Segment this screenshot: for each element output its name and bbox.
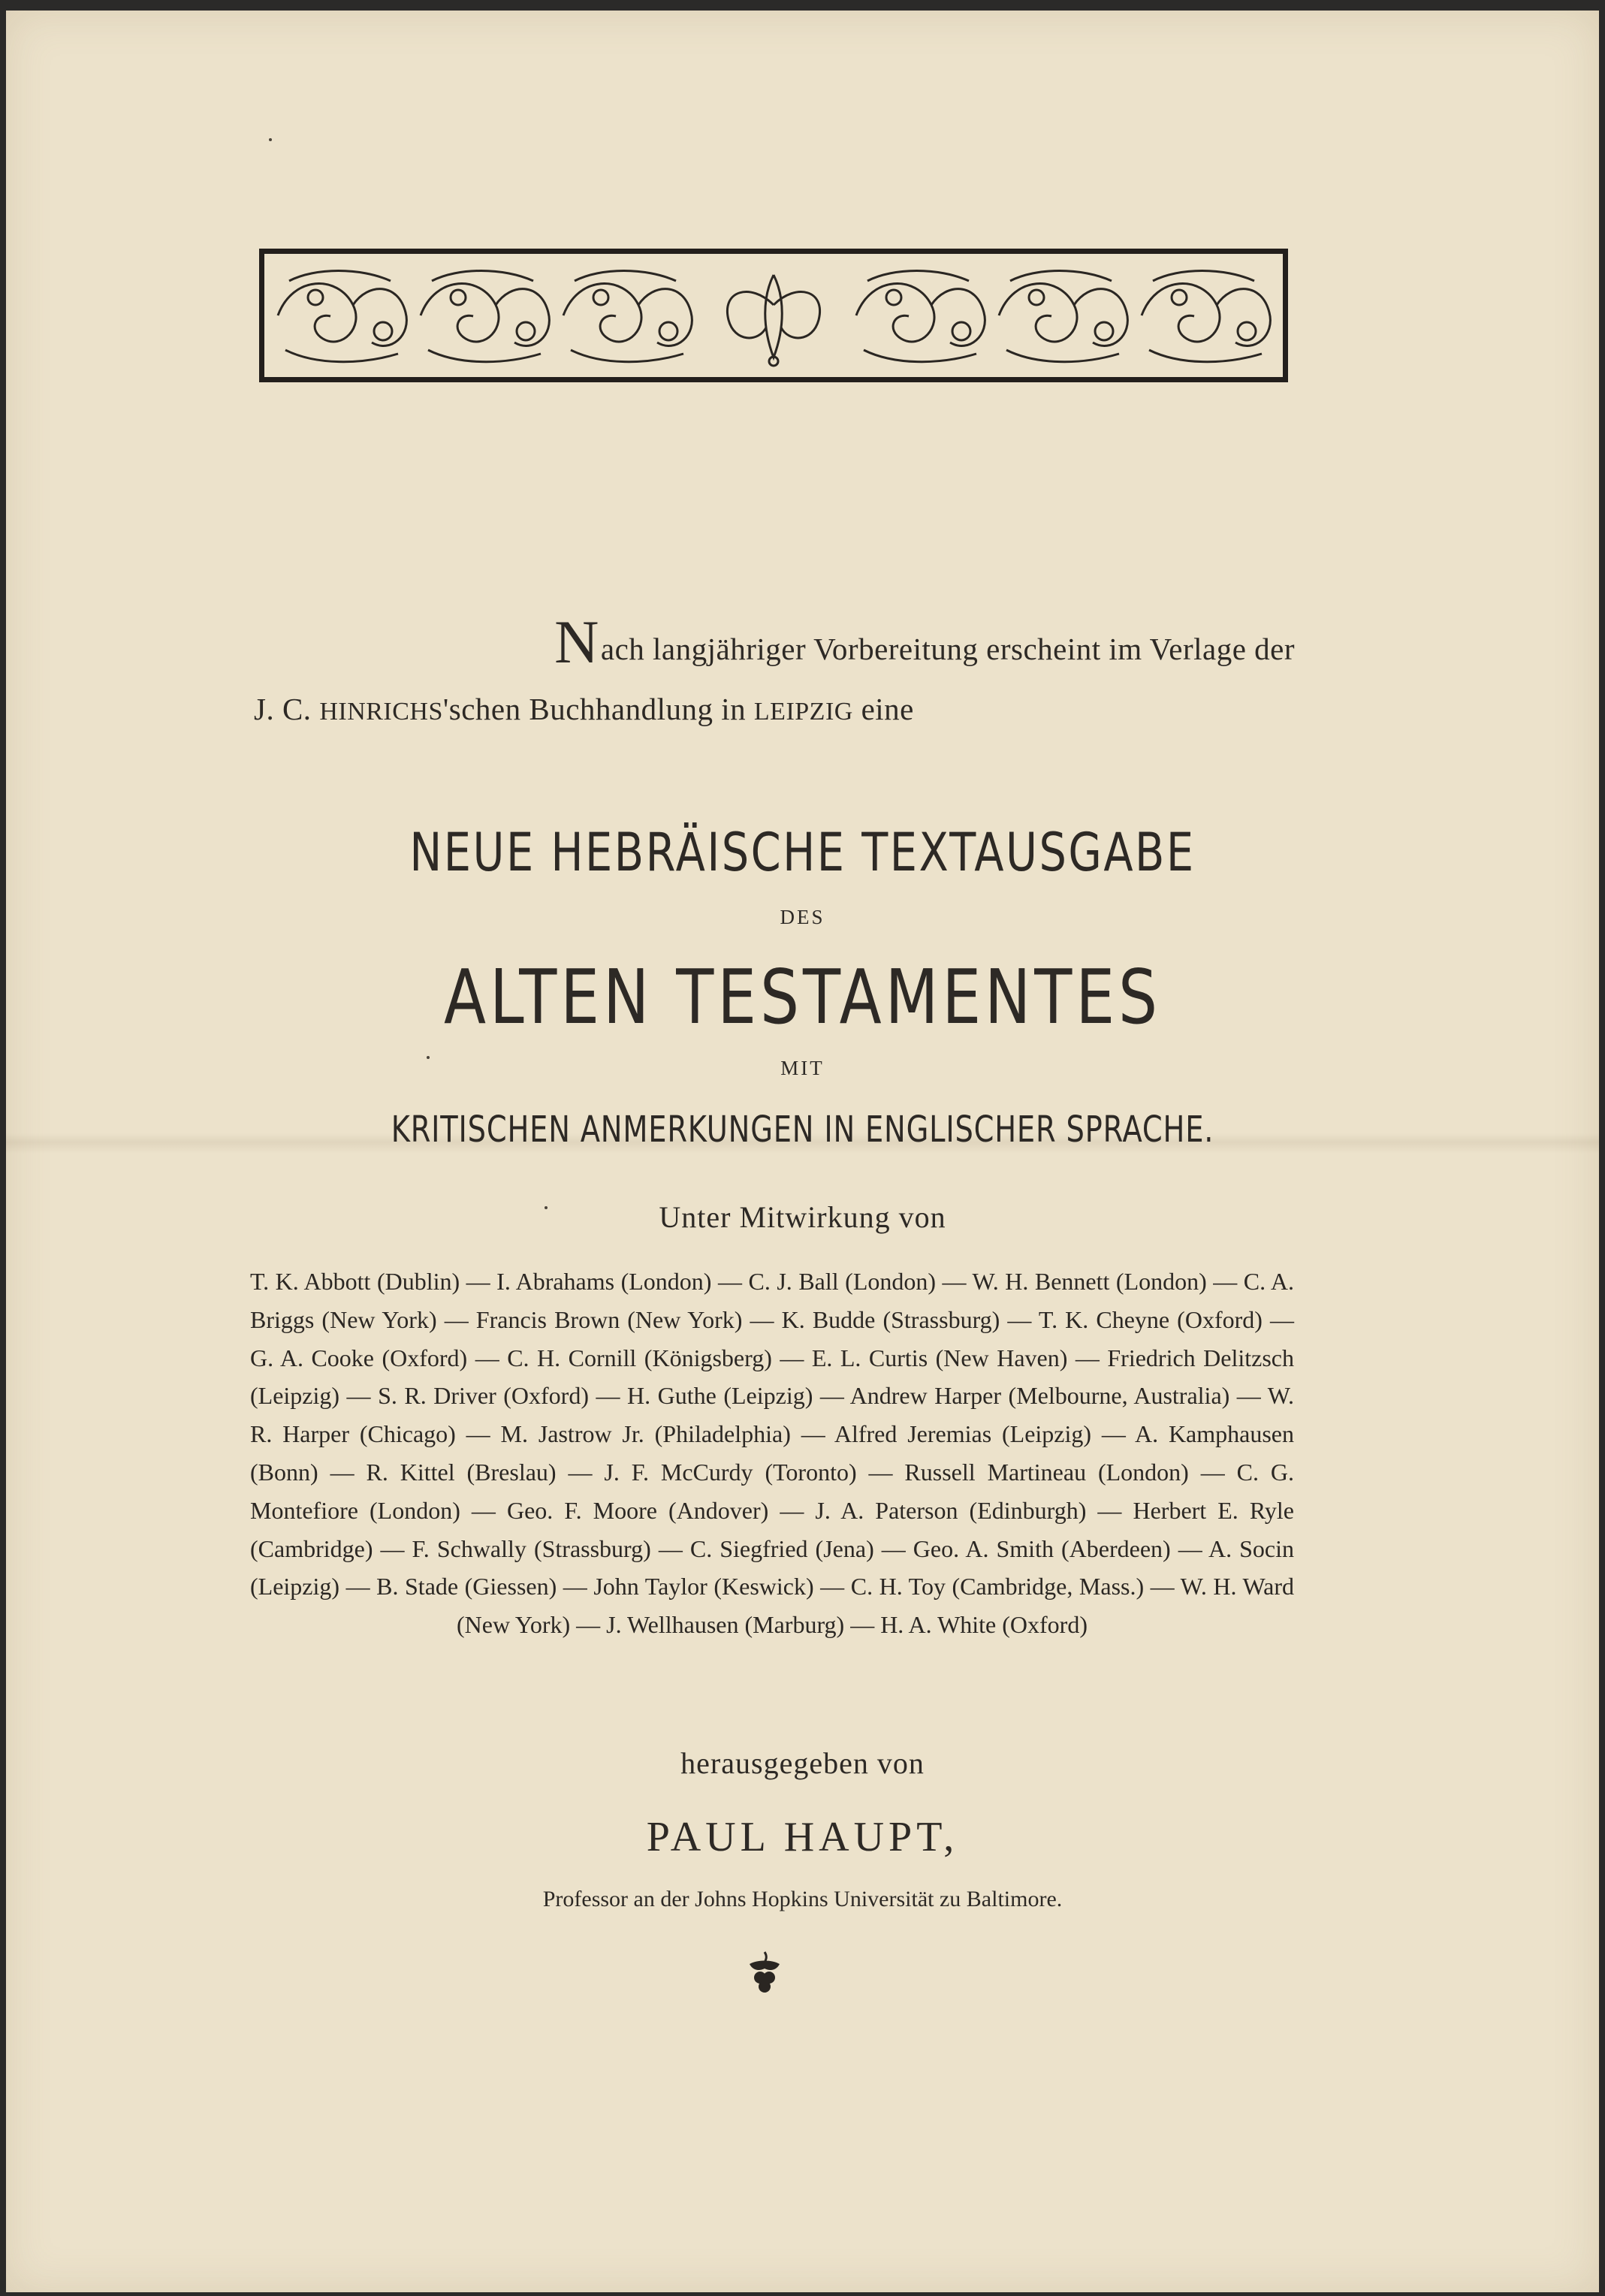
publisher-name: HINRICHS <box>319 698 443 726</box>
intro-line-1-text: ach langjähriger Vorbereitung erscheint im Verlage der <box>600 632 1295 666</box>
editor-affiliation: Professor an der Johns Hopkins Universität zu Baltimore. <box>542 1887 1063 1911</box>
contributors-list: T. K. Abbott (Dublin) — I. Abrahams (London) — C. J. Ball (London) — W. H. Bennett (London) — C. A. Briggs (New York) — Francis Brown (New York) — K. Budde (Strassburg) — T. K. Cheyne (Oxford) — G. A. Cooke (Oxford) — C. H. Cornill (Königsberg) — E. L. Curtis (New Haven) — Friedrich Delitzsch (Leipzig) — S. R. Driver (Oxford) — H. Guthe (Leipzig) — Andrew Harper (Melbourne, Australia) — W. R. Harper (Chicago) — M. Jastrow Jr. (Philadelphia) — Alfred Jeremias (Leipzig) — A. Kamphausen (Bonn) — R. Kittel (Breslau) — J. F. McCurdy (Toronto) — Russell Martineau (London) — C. G. Montefiore (London) — Geo. F. Moore (Andover) — J. A. Paterson (Edinburgh) — Herbert E. Ryle (Cambridge) — F. Schwally (Strassburg) — C. Siegfried (Jena) — Geo. A. Smith (Aberdeen) — A. Socin (Leipzig) — B. Stade (Giessen) — John Taylor (Keswick) — C. H. Toy (Cambridge, Mass.) — W. H. Ward (New York) — J. Wellhausen (Marburg) — H. A. White (Oxford) <box>250 1268 1294 1639</box>
intro-line-1 <box>254 608 1295 676</box>
paper-speck <box>427 1056 430 1059</box>
paper-speck <box>545 1206 548 1209</box>
title-des: DES <box>780 906 825 928</box>
title-line-1: NEUE HEBRÄISCHE TEXTAUSGABE <box>409 822 1196 883</box>
paper-speck <box>269 138 272 141</box>
intro-line-2-a: J. C. <box>254 692 320 726</box>
collaboration-heading: Unter Mitwirkung von <box>659 1200 946 1234</box>
editor-heading: herausgegeben von <box>680 1746 925 1780</box>
intro-line-2-c: 'schen Buchhandlung in <box>442 692 754 726</box>
title-mit: MIT <box>780 1057 825 1079</box>
grape-leaf-ornament-icon <box>741 1949 789 1997</box>
city-name: LEIPZIG <box>753 698 853 726</box>
document-page <box>6 11 1599 2292</box>
dropcap-letter: N <box>554 608 599 676</box>
title-line-3: KRITISCHEN ANMERKUNGEN IN ENGLISCHER SPRACHE. <box>391 1109 1214 1151</box>
intro-line-2 <box>254 691 1295 727</box>
editor-name: PAUL HAUPT, <box>646 1814 959 1860</box>
intro-line-2-e: eine <box>852 692 914 726</box>
floral-scroll-icon <box>270 260 1277 371</box>
title-line-2: ALTEN TESTAMENTES <box>443 953 1162 1041</box>
floral-banner-ornament <box>259 249 1288 382</box>
